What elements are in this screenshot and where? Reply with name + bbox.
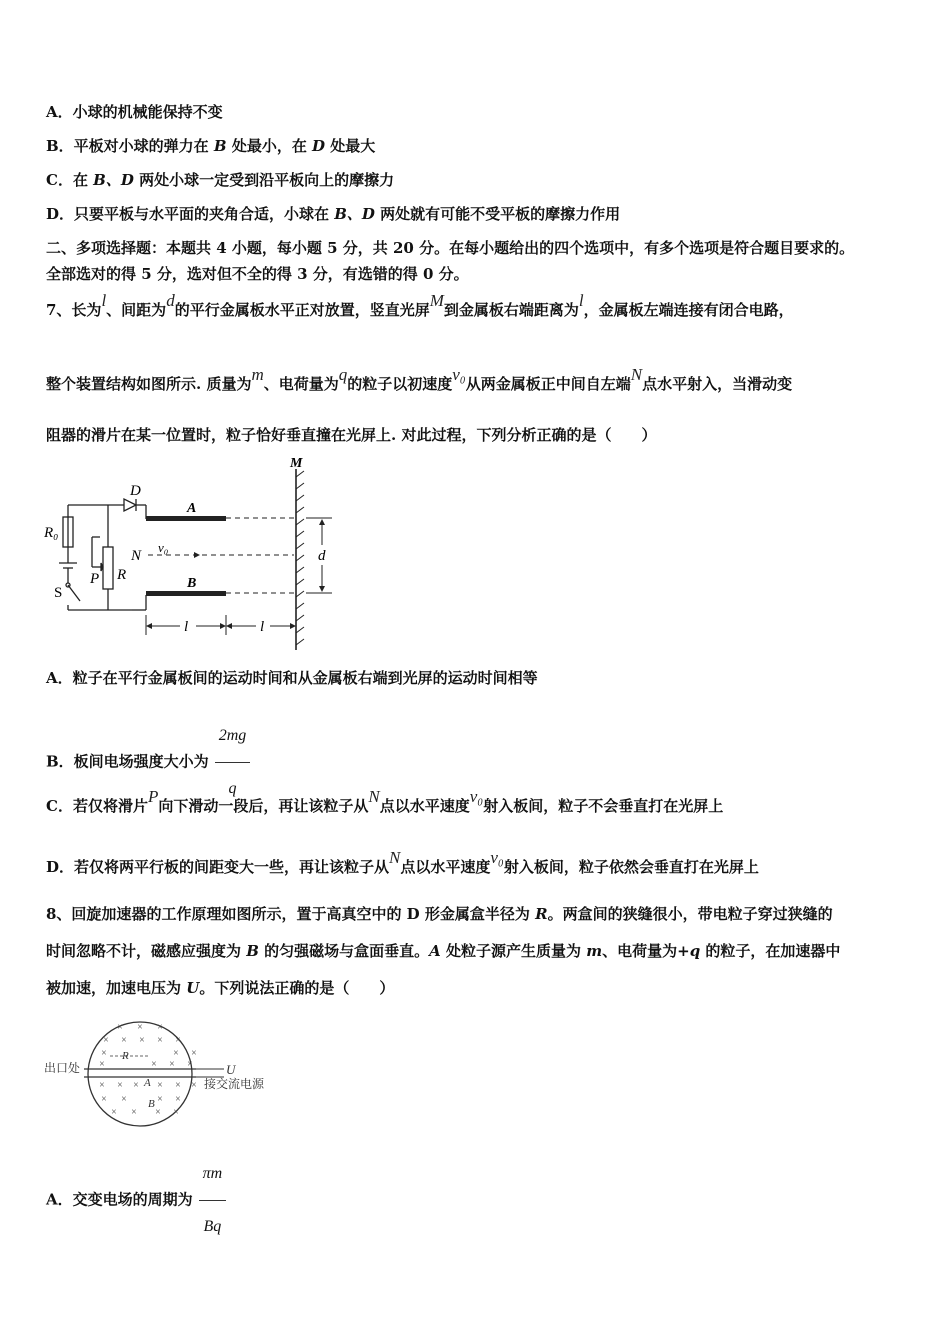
svg-text:×: × — [117, 1022, 123, 1033]
svg-text:×: × — [157, 1035, 163, 1046]
fig-label-M: M — [290, 456, 303, 471]
q8-cyclotron-figure — [44, 1012, 294, 1132]
q6-option-d: D．只要平板与水平面的夹角合适，小球在 B、D 两处就有可能不受平板的摩擦力作用 — [46, 205, 621, 223]
q8-option-a-fraction: $\frac{\pi m}{Bq}$ — [199, 1150, 227, 1251]
fig-label-R: R — [117, 567, 127, 583]
svg-text:×: × — [175, 1094, 181, 1105]
section2-heading-line2: 全部选对的得 5 分，选对但不全的得 3 分，有选错的得 0 分。 — [46, 265, 469, 283]
svg-text:×: × — [99, 1059, 105, 1070]
fig-label-R0: R₀ — [44, 525, 59, 541]
q7-stem-line1: 7、长为l、间距为d的平行金属板水平正对放置，竖直光屏M到金属板右端距离为l，金属板左端连接有闭合电路， — [46, 291, 794, 319]
svg-text:×: × — [101, 1094, 107, 1105]
q7-stem-line3: 阻器的滑片在某一位置时，粒子恰好垂直撞在光屏上. 对此过程，下列分析正确的是（ ） — [46, 426, 657, 444]
svg-text:×: × — [101, 1048, 107, 1059]
svg-text:×: × — [99, 1080, 105, 1091]
fig-label-v0: v₀ — [158, 540, 169, 555]
q8-fig-ac: 接交流电源 — [204, 1077, 265, 1091]
svg-text:×: × — [191, 1048, 197, 1059]
fig-label-N: N — [131, 548, 142, 564]
svg-text:×: × — [173, 1048, 179, 1059]
svg-text:×: × — [103, 1035, 109, 1046]
q7-option-a: A．粒子在平行金属板间的运动时间和从金属板右端到光屏的运动时间相等 — [46, 669, 538, 687]
q7-option-d: D．若仅将两平行板的间距变大一些，再让该粒子从N点以水平速度v₀射入板间，粒子依然会垂直打在光屏上 — [46, 848, 759, 876]
q7-option-b: B．板间电场强度大小为 $\frac{2mg}{q}$ — [46, 712, 250, 813]
svg-text:×: × — [187, 1059, 193, 1070]
svg-text:×: × — [155, 1107, 161, 1118]
q8-fig-U: U — [226, 1062, 236, 1077]
svg-text:×: × — [173, 1107, 179, 1118]
svg-text:×: × — [133, 1080, 139, 1091]
q7-option-c: C．若仅将滑片P向下滑动一段后，再让该粒子从N点以水平速度v₀射入板间，粒子不会垂直打在光屏上 — [46, 787, 724, 815]
svg-text:×: × — [137, 1022, 143, 1033]
svg-text:×: × — [175, 1080, 181, 1091]
fig-label-A: A — [187, 501, 197, 516]
fig-label-D: D — [130, 483, 141, 499]
fig-label-d: d — [318, 548, 326, 564]
q8-option-a: A．交变电场的周期为 $\frac{\pi m}{Bq}$ — [46, 1150, 226, 1251]
fig-label-P: P — [90, 571, 100, 587]
svg-text:×: × — [191, 1080, 197, 1091]
svg-text:×: × — [175, 1035, 181, 1046]
svg-text:×: × — [121, 1035, 127, 1046]
svg-text:×: × — [157, 1022, 163, 1033]
q8-fig-R: R — [122, 1050, 129, 1062]
svg-text:×: × — [151, 1059, 157, 1070]
svg-text:×: × — [139, 1035, 145, 1046]
svg-text:×: × — [169, 1059, 175, 1070]
q8-stem-line2: 时间忽略不计，磁感应强度为 B 的匀强磁场与盒面垂直。A 处粒子源产生质量为 m、电荷量为+q 的粒子，在加速器中 — [46, 942, 841, 960]
q8-fig-B: B — [148, 1098, 155, 1110]
svg-text:×: × — [121, 1094, 127, 1105]
q8-fig-A: A — [144, 1077, 151, 1089]
q6-option-c: C．在 B、D 两处小球一定受到沿平板向上的摩擦力 — [46, 171, 395, 189]
svg-text:×: × — [111, 1107, 117, 1118]
q7-option-b-fraction: $\frac{2mg}{q}$ — [215, 712, 251, 813]
fig-label-l1: l — [184, 619, 189, 635]
fig-label-l2: l — [260, 619, 265, 635]
section2-heading-line1: 二、多项选择题：本题共 4 小题，每小题 5 分，共 20 分。在每小题给出的四个选项中，有多个选项是符合题目要求的。 — [46, 239, 855, 257]
q8-stem-line3: 被加速，加速电压为 U。下列说法正确的是（ ） — [46, 979, 395, 997]
q8-fig-exit: 出口处 — [44, 1061, 81, 1075]
fig-label-B: B — [187, 576, 197, 591]
svg-text:×: × — [131, 1107, 137, 1118]
fig-label-S: S — [54, 585, 63, 601]
q6-option-b: B．平板对小球的弹力在 B 处最小，在 D 处最大 — [46, 137, 376, 155]
svg-text:×: × — [117, 1080, 123, 1091]
q7-stem-line2: 整个装置结构如图所示. 质量为m、电荷量为q的粒子以初速度v₀从两金属板正中间自左端N点水平射入，当滑动变 — [46, 365, 793, 393]
svg-text:×: × — [157, 1080, 163, 1091]
svg-text:×: × — [157, 1094, 163, 1105]
q6-option-a: A．小球的机械能保持不变 — [46, 103, 223, 121]
q7-circuit-figure — [44, 455, 344, 655]
q8-stem-line1: 8、回旋加速器的工作原理如图所示，置于高真空中的 D 形金属盒半径为 R。两盒间的狭缝很小，带电粒子穿过狭缝的 — [46, 905, 833, 923]
